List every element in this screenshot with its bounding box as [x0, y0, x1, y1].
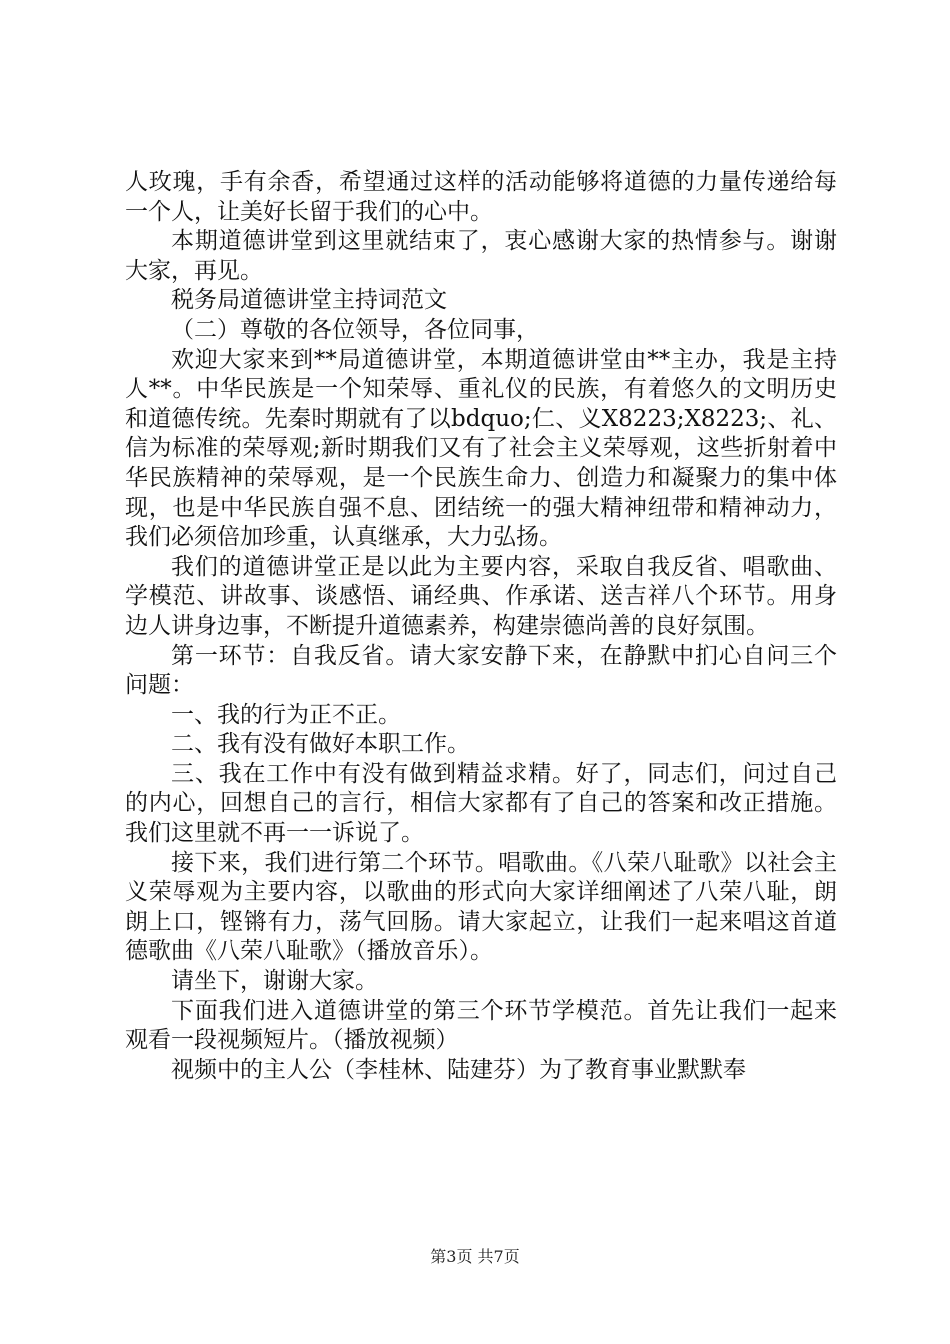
- paragraph: 请坐下，谢谢大家。: [171, 968, 378, 995]
- paragraph: （二）尊敬的各位领导，各位同事，: [171, 316, 539, 343]
- paragraph: 视频中的主人公（李桂林、陆建芬）为了教育事业默默奉: [171, 1056, 746, 1083]
- paragraph: 人玫瑰，手有余香，希望通过这样的活动能够将道德的力量传递给每一个人，让美好长留于我们的心中。: [125, 169, 837, 225]
- document-body: [125, 168, 837, 1085]
- paragraph: 下面我们进入道德讲堂的第三个环节学模范。首先让我们一起来观看一段视频短片。（播放视频）: [125, 997, 837, 1054]
- list-item: 三、我在工作中有没有做到精益求精。好了，同志们，问过自己的内心，回想自己的言行，相信大家都有了自己的答案和改正措施。我们这里就不再一一诉说了。: [125, 760, 837, 847]
- paragraph: 接下来，我们进行第二个环节。唱歌曲。《八荣八耻歌》以社会主义荣辱观为主要内容，以歌曲的形式向大家详细阐述了八荣八耻，朗朗上口，铿锵有力，荡气回肠。请大家起立，让我们一起来唱这首道德歌曲《八荣八耻歌》（播放音乐）。: [125, 849, 837, 965]
- section-title: 税务局道德讲堂主持词范文: [171, 287, 447, 314]
- paragraph: 本期道德讲堂到这里就结束了，衷心感谢大家的热情参与。谢谢大家，再见。: [125, 228, 837, 284]
- paragraph: 第一环节：自我反省。请大家安静下来，在静默中扪心自问三个问题：: [125, 642, 837, 699]
- paragraph: 我们的道德讲堂正是以此为主要内容，采取自我反省、唱歌曲、学模范、讲故事、谈感悟、诵经典、作承诺、送吉祥八个环节。用身边人讲身边事，不断提升道德素养，构建崇德尚善的良好氛围。: [125, 553, 837, 639]
- paragraph: 欢迎大家来到**局道德讲堂，本期道德讲堂由**主办，我是主持人**。中华民族是一个知荣辱、重礼仪的民族，有着悠久的文明历史和道德传统。先秦时期就有了以bdquo;仁、义X8223;X8223;、礼、信为标准的荣辱观;新时期我们又有了社会主义荣辱观，这些折射着中华民族精神的荣辱观，是一个民族生命力、创造力和凝聚力的集中体现，也是中华民族自强不息、团结统一的强大精神纽带和精神动力，我们必须倍加珍重，认真继承，大力弘扬。: [125, 346, 837, 551]
- list-item: 一、我的行为正不正。: [171, 701, 401, 728]
- page-footer: 第3页 共7页: [430, 1247, 520, 1266]
- list-item: 二、我有没有做好本职工作。: [171, 731, 470, 758]
